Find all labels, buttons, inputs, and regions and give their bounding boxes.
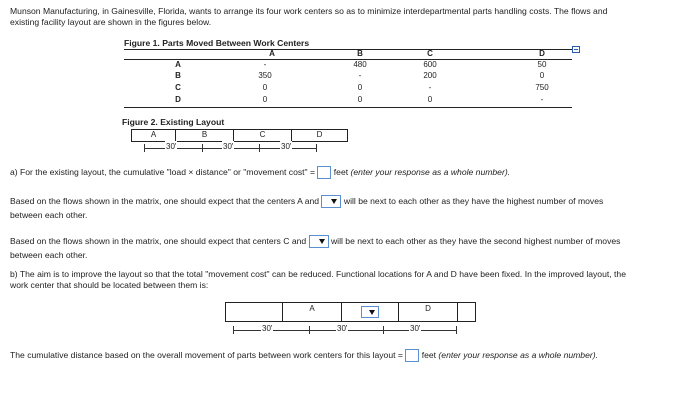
question-a-hint: (enter your response as a whole number). (350, 166, 511, 177)
chevron-down-icon (369, 310, 375, 315)
cell-c-d: 750 (535, 83, 549, 92)
existing-layout-cell-c: C (233, 129, 292, 142)
movement-cost-input[interactable] (317, 166, 331, 179)
question-cd-pre: Based on the flows shown in the matrix, one should expect that centers C and (10, 235, 307, 246)
cell-d-c: 0 (427, 95, 433, 104)
dim-tick (316, 144, 317, 152)
dim-tick (144, 144, 145, 152)
question-ab-line-1 (10, 195, 603, 208)
cell-d-a: 0 (262, 95, 268, 104)
question-final-suffix: feet (421, 349, 437, 360)
question-final (10, 349, 598, 362)
question-a-text: a) For the existing layout, the cumulative "load × distance" or "movement cost" = (10, 166, 316, 177)
cell-b-d: 0 (539, 71, 545, 80)
cell-c-b: 0 (357, 83, 363, 92)
dim-tick (456, 326, 457, 334)
figure-1-bottom-rule (124, 107, 572, 108)
dim-tick (259, 144, 260, 152)
existing-layout-cell-d: D (291, 129, 348, 142)
improved-layout-cell-d (398, 302, 458, 322)
cell-d-d: - (540, 95, 544, 104)
figure-1 (124, 38, 572, 48)
question-ab-line-2: between each other. (10, 210, 88, 220)
chevron-down-icon (319, 239, 325, 244)
question-ab-pre: Based on the flows shown in the matrix, one should expect that the centers A and (10, 195, 320, 206)
cell-a-a: - (263, 60, 267, 69)
intro-line-1: Munson Manufacturing, in Gainesville, Florida, wants to arrange its four work centers so as to minimize interdepartmental parts handling costs. The flows and (10, 6, 608, 16)
middle-center-dropdown[interactable] (361, 306, 379, 318)
center-a-partner-dropdown[interactable] (321, 195, 341, 208)
intro-line-2: existing facility layout are shown in the figures below. (10, 17, 212, 27)
question-a (10, 166, 510, 179)
dim-tick (233, 326, 234, 334)
center-c-partner-dropdown[interactable] (309, 235, 329, 248)
improved-dist-1: 30' (262, 324, 273, 333)
improved-layout-cell-1 (225, 302, 283, 322)
existing-dist-2: 30' (223, 142, 234, 151)
dim-tick (309, 326, 310, 334)
question-cd-line-2: between each other. (10, 250, 88, 260)
cell-c-a: 0 (262, 83, 268, 92)
cumulative-distance-input[interactable] (405, 349, 419, 362)
col-header-a: A (269, 49, 275, 58)
existing-layout-cell-b: B (175, 129, 234, 142)
figure-2-title: Figure 2. Existing Layout (122, 117, 225, 127)
col-header-d: D (539, 49, 545, 58)
improved-layout-label-d: D (425, 304, 431, 313)
row-label-a: A (175, 60, 181, 69)
improved-dist-2: 30' (337, 324, 348, 333)
existing-dist-1: 30' (166, 142, 177, 151)
row-label-d: D (175, 95, 181, 104)
figure-1-title: Figure 1. Parts Moved Between Work Centers (124, 38, 310, 48)
col-header-c: C (427, 49, 433, 58)
question-final-hint: (enter your response as a whole number). (438, 349, 598, 360)
question-cd-line-1 (10, 235, 620, 248)
question-b-line-2: work center that should be located between them is: (10, 280, 209, 290)
dim-tick (202, 144, 203, 152)
existing-dist-3: 30' (281, 142, 292, 151)
cell-a-b: 480 (353, 60, 367, 69)
col-header-b: B (357, 49, 363, 58)
cell-b-b: - (358, 71, 362, 80)
row-label-b: B (175, 71, 181, 80)
question-b-line-1: b) The aim is to improve the layout so that the total "movement cost" can be reduced. Functional locations for A and D have been fixed. In the improved layout, the (10, 269, 626, 279)
dim-tick (383, 326, 384, 334)
cell-a-d: 50 (537, 60, 547, 69)
cell-c-c: - (428, 83, 432, 92)
cell-a-c: 600 (423, 60, 437, 69)
tag-icon[interactable] (572, 40, 580, 47)
improved-dist-3: 30' (410, 324, 421, 333)
improved-layout-cell-middle (341, 302, 399, 322)
row-label-c: C (175, 83, 181, 92)
question-cd-post: will be next to each other as they have the second highest number of moves (330, 235, 621, 246)
improved-layout-cell-a (282, 302, 342, 322)
question-final-text: The cumulative distance based on the overall movement of parts between work centers for this layout = (10, 349, 403, 360)
cell-b-a: 350 (258, 71, 272, 80)
question-a-suffix: feet (333, 166, 349, 177)
improved-layout-cell-end (457, 302, 476, 322)
existing-layout-cell-a: A (131, 129, 176, 142)
cell-b-c: 200 (423, 71, 437, 80)
question-ab-post: will be next to each other as they have the highest number of moves (343, 195, 604, 206)
cell-d-b: 0 (357, 95, 363, 104)
improved-layout-label-a: A (309, 304, 315, 313)
chevron-down-icon (331, 199, 337, 204)
